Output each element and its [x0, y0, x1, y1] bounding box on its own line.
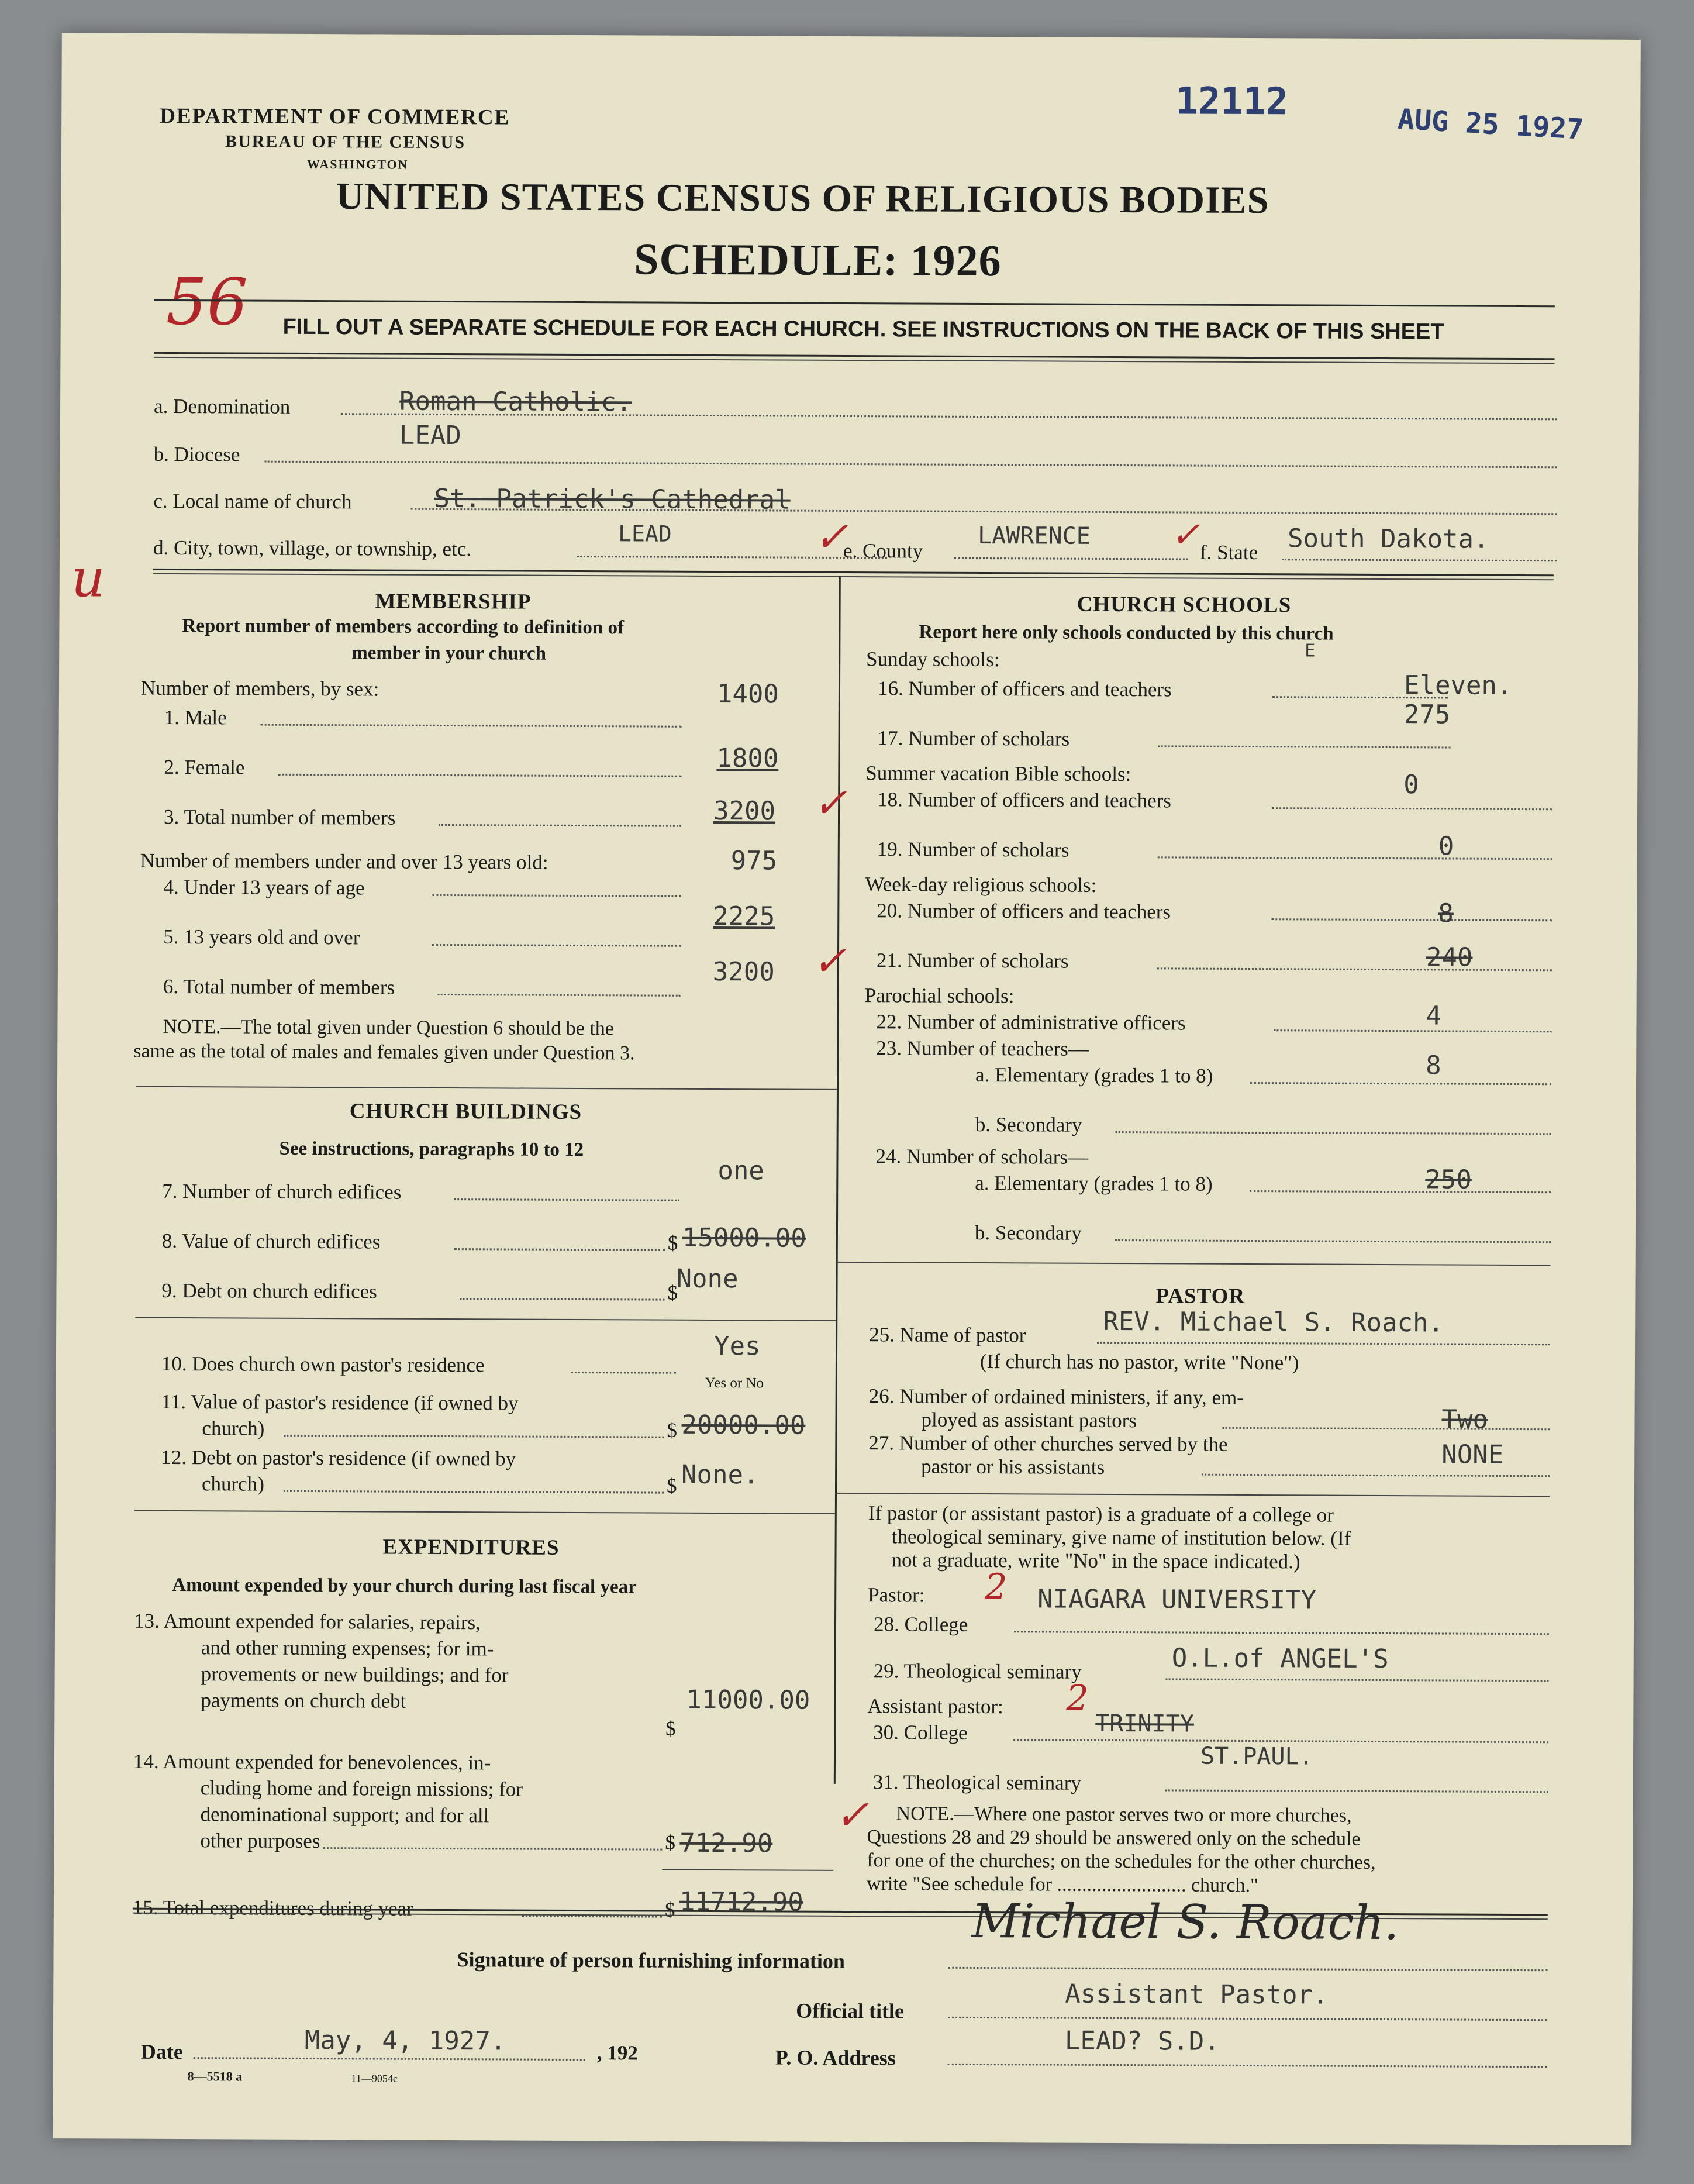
q29-value: O.L.of ANGEL'S — [1171, 1643, 1389, 1675]
county-value: LAWRENCE — [978, 522, 1091, 550]
city-town-label: d. City, town, village, or township, etc. — [153, 536, 472, 561]
expense-13-value: 11000.00 — [686, 1684, 810, 1715]
q21-label: 21. Number of scholars — [876, 949, 1069, 973]
edifices-count-label: 7. Number of church edifices — [162, 1179, 402, 1204]
q23-label: 23. Number of teachers— — [876, 1036, 1089, 1060]
date-stamp: AUG 25 1927 — [1396, 102, 1585, 146]
expense-14-label: cluding home and foreign missions; for — [200, 1776, 523, 1801]
parochial-schools-label: Parochial schools: — [864, 984, 1015, 1008]
inserted-letter: E — [1305, 640, 1316, 662]
q19-label: 19. Number of scholars — [877, 838, 1069, 862]
q27-label: 27. Number of other churches served by the — [868, 1431, 1228, 1456]
q26-value: Two — [1441, 1404, 1489, 1435]
male-value: 1400 — [716, 679, 779, 709]
yes-no-hint: Yes or No — [705, 1375, 764, 1391]
q28-label: 28. College — [873, 1613, 968, 1636]
q24a-label: a. Elementary (grades 1 to 8) — [975, 1171, 1213, 1196]
by-sex-label: Number of members, by sex: — [140, 676, 379, 701]
q16-value: Eleven. — [1403, 670, 1513, 701]
q19-value: 0 — [1438, 831, 1454, 862]
over-13-value: 2225 — [713, 901, 775, 932]
edifices-value-label: 8. Value of church edifices — [161, 1229, 381, 1253]
mark-2: 2 — [985, 1566, 1008, 1608]
total-expenditure-label: 15. Total expenditures during year — [132, 1896, 413, 1920]
q24b-label: b. Secondary — [974, 1221, 1082, 1245]
residence-debt-label: church) — [201, 1472, 265, 1496]
total-members-6-label: 6. Total number of members — [163, 974, 395, 999]
dollar-sign: $ — [667, 1418, 678, 1442]
sunday-schools-label: Sunday schools: — [866, 647, 1000, 671]
edifices-count-value: one — [717, 1156, 764, 1186]
residence-value-label: church) — [202, 1417, 265, 1440]
signature-label: Signature of person furnishing information — [457, 1948, 846, 1973]
pastor-note: Questions 28 and 29 should be answered only on the schedule — [867, 1826, 1361, 1850]
edifices-debt-value: None — [676, 1263, 739, 1294]
edifices-value-value: 15000.00 — [682, 1222, 806, 1253]
under-13-label: 4. Under 13 years of age — [163, 875, 365, 900]
pastor-note: NOTE.—Where one pastor serves two or more churches, — [896, 1803, 1352, 1827]
dollar-sign: $ — [666, 1474, 677, 1497]
membership-intro: Report number of members according to definition of — [182, 615, 625, 639]
dollar-sign: $ — [667, 1231, 678, 1255]
membership-note: NOTE.—The total given under Question 6 should be the — [163, 1015, 614, 1040]
q26-label: 26. Number of ordained ministers, if any, em- — [868, 1384, 1244, 1409]
q26-label: ployed as assistant pastors — [921, 1408, 1137, 1432]
census-schedule-page — [53, 33, 1641, 2145]
margin-number: 56 — [165, 264, 249, 340]
buildings-heading: CHURCH BUILDINGS — [349, 1099, 582, 1125]
expense-13-label: payments on church debt — [201, 1689, 406, 1713]
q27-label: pastor or his assistants — [921, 1455, 1105, 1479]
check-mark: ✓ — [812, 936, 847, 985]
graduate-note: If pastor (or assistant pastor) is a graduate of a college or — [868, 1501, 1334, 1527]
q31-value: ST.PAUL. — [1200, 1742, 1313, 1770]
residence-debt-label: 12. Debt on pastor's residence (if owned by — [161, 1445, 516, 1470]
expense-14-label: other purposes — [200, 1829, 320, 1853]
residence-debt-value: None. — [681, 1459, 759, 1490]
weekday-schools-label: Week-day religious schools: — [865, 873, 1097, 897]
diocese-label: b. Diocese — [153, 442, 240, 466]
dollar-sign: $ — [665, 1717, 676, 1740]
county-label: e. County — [843, 539, 923, 563]
expense-14-value: 712.90 — [679, 1828, 773, 1859]
graduate-note: theological seminary, give name of institution below. (If — [891, 1525, 1351, 1550]
total-members-6-value: 3200 — [712, 956, 775, 987]
diocese-value: LEAD — [399, 420, 461, 451]
mark-2: 2 — [1066, 1677, 1089, 1719]
owns-residence-value: Yes — [713, 1331, 761, 1362]
expense-13-label: and other running expenses; for im- — [201, 1636, 494, 1661]
department-label: DEPARTMENT OF COMMERCE — [160, 104, 510, 130]
q23b-label: b. Secondary — [975, 1112, 1082, 1136]
q22-label: 22. Number of administrative officers — [876, 1010, 1186, 1035]
city-town-value: LEAD — [618, 521, 672, 547]
expense-13-label: 13. Amount expended for salaries, repairs, — [133, 1609, 481, 1634]
schools-heading: CHURCH SCHOOLS — [1077, 592, 1292, 618]
q21-value: 240 — [1426, 942, 1473, 973]
q17-value: 275 — [1403, 700, 1451, 730]
expenditures-intro: Amount expended by your church during last fiscal year — [172, 1574, 637, 1598]
expense-13-label: provements or new buildings; and for — [201, 1662, 509, 1687]
q29-label: 29. Theological seminary — [873, 1659, 1082, 1683]
q30-label: 30. College — [873, 1721, 968, 1744]
residence-value-value: 20000.00 — [681, 1410, 806, 1441]
q31-label: 31. Theological seminary — [872, 1770, 1081, 1794]
female-value: 1800 — [716, 743, 779, 774]
q25-value: REV. Michael S. Roach. — [1103, 1306, 1444, 1338]
local-name-label: c. Local name of church — [153, 489, 352, 514]
pastor-note: write "See schedule for .......................... church." — [866, 1873, 1258, 1897]
total-members-label: 3. Total number of members — [163, 805, 396, 829]
dollar-sign: $ — [664, 1898, 675, 1921]
date-value: May, 4, 1927. — [304, 2025, 506, 2056]
summer-schools-label: Summer vacation Bible schools: — [865, 762, 1131, 786]
graduate-note: not a graduate, write "No" in the space indicated.) — [891, 1548, 1300, 1573]
total-expenditure-value: 11712.90 — [679, 1886, 803, 1917]
signature: Michael S. Roach. — [971, 1893, 1399, 1951]
form-number: 8—5518 a — [187, 2069, 243, 2084]
check-mark: ✓ — [813, 512, 848, 561]
state-label: f. State — [1199, 540, 1258, 564]
residence-value-label: 11. Value of pastor's residence (if owned by — [161, 1390, 519, 1415]
age-group-value: 975 — [730, 846, 778, 876]
expenditures-heading: EXPENDITURES — [382, 1535, 560, 1560]
instruction-band: FILL OUT A SEPARATE SCHEDULE FOR EACH CHURCH. SEE INSTRUCTIONS ON THE BACK OF THIS SHEET — [282, 314, 1444, 345]
dollar-sign: $ — [667, 1281, 678, 1304]
age-group-label: Number of members under and over 13 years old: — [140, 849, 548, 874]
po-address-label: P. O. Address — [775, 2045, 896, 2070]
q17-label: 17. Number of scholars — [877, 726, 1070, 750]
date-label: Date — [140, 2040, 183, 2064]
check-mark: ✓ — [1170, 514, 1200, 556]
q25-hint: (If church has no pastor, write "None") — [979, 1349, 1299, 1375]
membership-heading: MEMBERSHIP — [375, 589, 532, 614]
file-number-stamp: 12112 — [1175, 80, 1289, 124]
dollar-sign: $ — [665, 1831, 675, 1854]
q20-value: 8 — [1438, 898, 1454, 929]
female-label: 2. Female — [164, 755, 245, 779]
q23a-label: a. Elementary (grades 1 to 8) — [975, 1063, 1213, 1087]
print-number: 11—9054c — [351, 2072, 398, 2085]
q28-value: NIAGARA UNIVERSITY — [1037, 1584, 1317, 1615]
pastor-sub-label: Pastor: — [868, 1583, 925, 1607]
schedule-title: SCHEDULE: 1926 — [634, 235, 1002, 286]
check-mark: ✓ — [834, 1790, 870, 1839]
owns-residence-label: 10. Does church own pastor's residence — [161, 1352, 485, 1377]
q25-label: 25. Name of pastor — [869, 1323, 1026, 1347]
q24a-value: 250 — [1425, 1165, 1472, 1195]
check-mark: ✓ — [812, 778, 847, 827]
official-title-label: Official title — [796, 1999, 905, 2023]
q18-value: 0 — [1403, 770, 1419, 800]
bureau-label: BUREAU OF THE CENSUS — [225, 132, 466, 153]
city-label: WASHINGTON — [306, 156, 409, 172]
q30-value: TRINITY — [1095, 1710, 1194, 1738]
assistant-pastor-label: Assistant pastor: — [867, 1694, 1003, 1718]
schools-intro: Report here only schools conducted by this church — [919, 621, 1334, 645]
buildings-intro: See instructions, paragraphs 10 to 12 — [279, 1138, 584, 1161]
q22-value: 4 — [1426, 1001, 1442, 1031]
q20-label: 20. Number of officers and teachers — [877, 899, 1171, 924]
denomination-label: a. Denomination — [153, 394, 291, 418]
denomination-value: Roman Catholic. — [399, 386, 632, 418]
q24-label: 24. Number of scholars— — [875, 1145, 1089, 1169]
official-title-value: Assistant Pastor. — [1065, 1979, 1329, 2010]
q23a-value: 8 — [1426, 1050, 1441, 1081]
membership-note: same as the total of males and females given under Question 3. — [133, 1040, 635, 1065]
pastor-heading: PASTOR — [1155, 1284, 1246, 1308]
male-label: 1. Male — [164, 705, 227, 729]
po-address-value: LEAD? S.D. — [1064, 2025, 1220, 2056]
page-title: UNITED STATES CENSUS OF RELIGIOUS BODIES — [336, 175, 1269, 222]
q27-value: NONE — [1441, 1439, 1504, 1470]
date-year-prefix: , 192 — [596, 2041, 638, 2065]
local-name-value: St. Patrick's Cathedral — [434, 483, 791, 515]
margin-mark: u — [71, 547, 105, 609]
expense-14-label: denominational support; and for all — [200, 1803, 489, 1827]
pastor-note: for one of the churches; on the schedules for the other churches, — [867, 1849, 1376, 1873]
total-members-value: 3200 — [713, 796, 776, 826]
q16-label: 16. Number of officers and teachers — [877, 677, 1172, 701]
state-value: South Dakota. — [1288, 523, 1489, 554]
edifices-debt-label: 9. Debt on church edifices — [161, 1279, 377, 1303]
over-13-label: 5. 13 years old and over — [163, 925, 360, 949]
expense-14-label: 14. Amount expended for benevolences, in- — [133, 1749, 491, 1775]
membership-intro: member in your church — [351, 642, 547, 664]
q18-label: 18. Number of officers and teachers — [877, 788, 1172, 812]
